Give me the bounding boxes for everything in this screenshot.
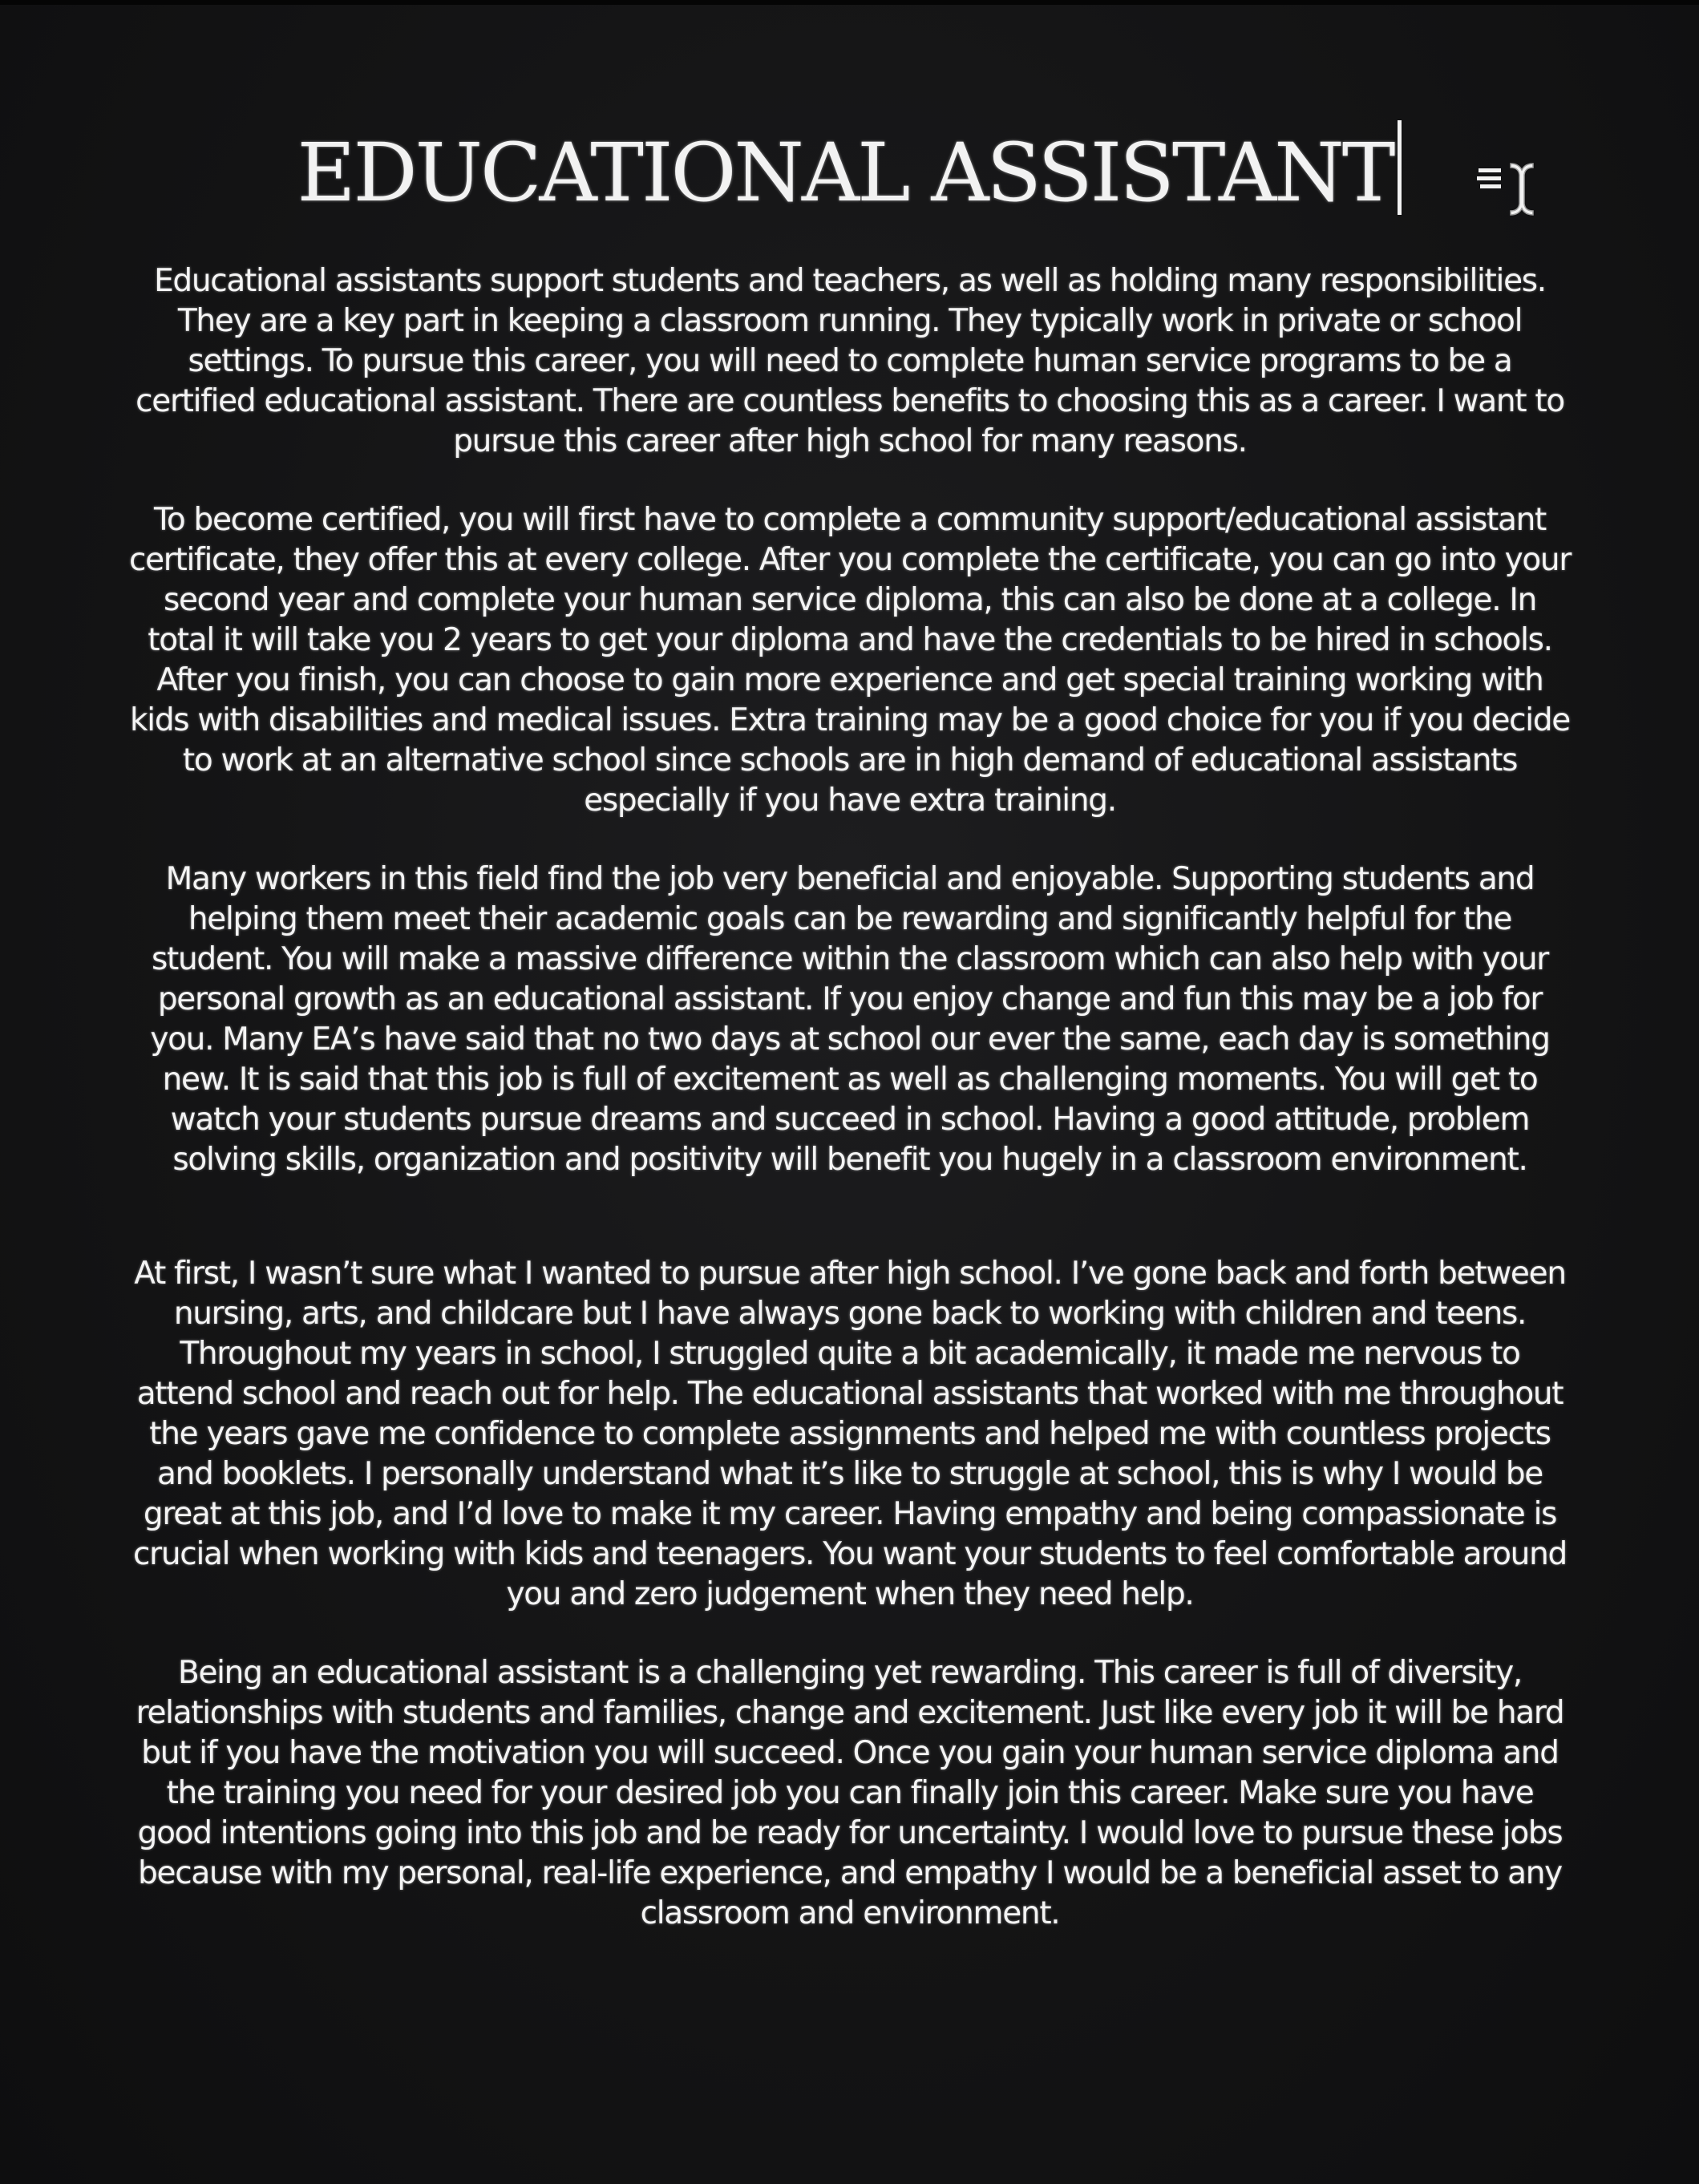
paragraph-conclusion: Being an educational assistant is a challenging yet rewarding. This career is full of diversity, relationships with students and families, change and excitement. Just like every job it will be hard but if you have the motivation you will succeed. Once you gain your human service diploma and the training you need for your desired job you can finally join this career. Make sure you have good intentions going into this job and be ready for uncertainty. I would love to pursue these jobs because with my personal, real-life experience, and empathy I would be a beneficial asset to any classroom and environment.: [136, 1655, 1564, 1931]
document-title-text: EDUCATIONAL ASSISTANT: [297, 126, 1394, 220]
text-caret: [1398, 120, 1402, 215]
paragraph-introduction: Educational assistants support students and teachers, as well as holding many responsibilities. They are a key part in keeping a classroom running. They typically work in private or school settings. To pursue this career, you will need to complete human service programs to be a certified educational assistant. There are countless benefits to choosing this as a career. I want to pursue this career after high school for many reasons.: [136, 263, 1564, 459]
ibeam-text-cursor-icon: [1474, 157, 1554, 224]
paragraph-benefits: Many workers in this field find the job very beneficial and enjoyable. Supporting students and helping them meet their academic goals can be rewarding and significantly helpful for the student. You will make a massive difference within the classroom which can also help with your personal growth as an educational assistant. If you enjoy change and fun this may be a job for you. Many EA’s have said that no two days at school our ever the same, each day is something new. It is said that this job is full of excitement as well as challenging moments. You will get to watch your students pursue dreams and succeed in school. Having a good attitude, problem solving skills, organization and positivity will benefit you hugely in a classroom environment.: [150, 861, 1550, 1178]
document-title[interactable]: [0, 120, 1699, 221]
paragraph-certification: To become certified, you will first have to complete a community support/educational assistant certificate, they offer this at every college. After you complete the certificate, you can go into your second year and complete your human service diploma, this can also be done at a college. In total it will take you 2 years to get your diploma and have the credentials to be hired in schools. After you finish, you can choose to gain more experience and get special training working with kids with disabilities and medical issues. Extra training may be a good choice for you if you decide to work at an alternative school since schools are in high demand of educational assistants especially if you have extra training.: [128, 502, 1572, 819]
monitor-top-edge: [0, 0, 1699, 5]
document-body[interactable]: [128, 261, 1572, 1972]
paragraph-personal-motivation: At first, I wasn’t sure what I wanted to pursue after high school. I’ve gone back and forth between nursing, arts, and childcare but I have always gone back to working with children and teens. Throughout my years in school, I struggled quite a bit academically, it made me nervous to attend school and reach out for help. The educational assistants that worked with me throughout the years gave me confidence to complete assignments and helped me with countless projects and booklets. I personally understand what it’s like to struggle at school, this is why I would be great at this job, and I’d love to make it my career. Having empathy and being compassionate is crucial when working with kids and teenagers. You want your students to feel comfortable around you and zero judgement when they need help.: [133, 1256, 1567, 1612]
